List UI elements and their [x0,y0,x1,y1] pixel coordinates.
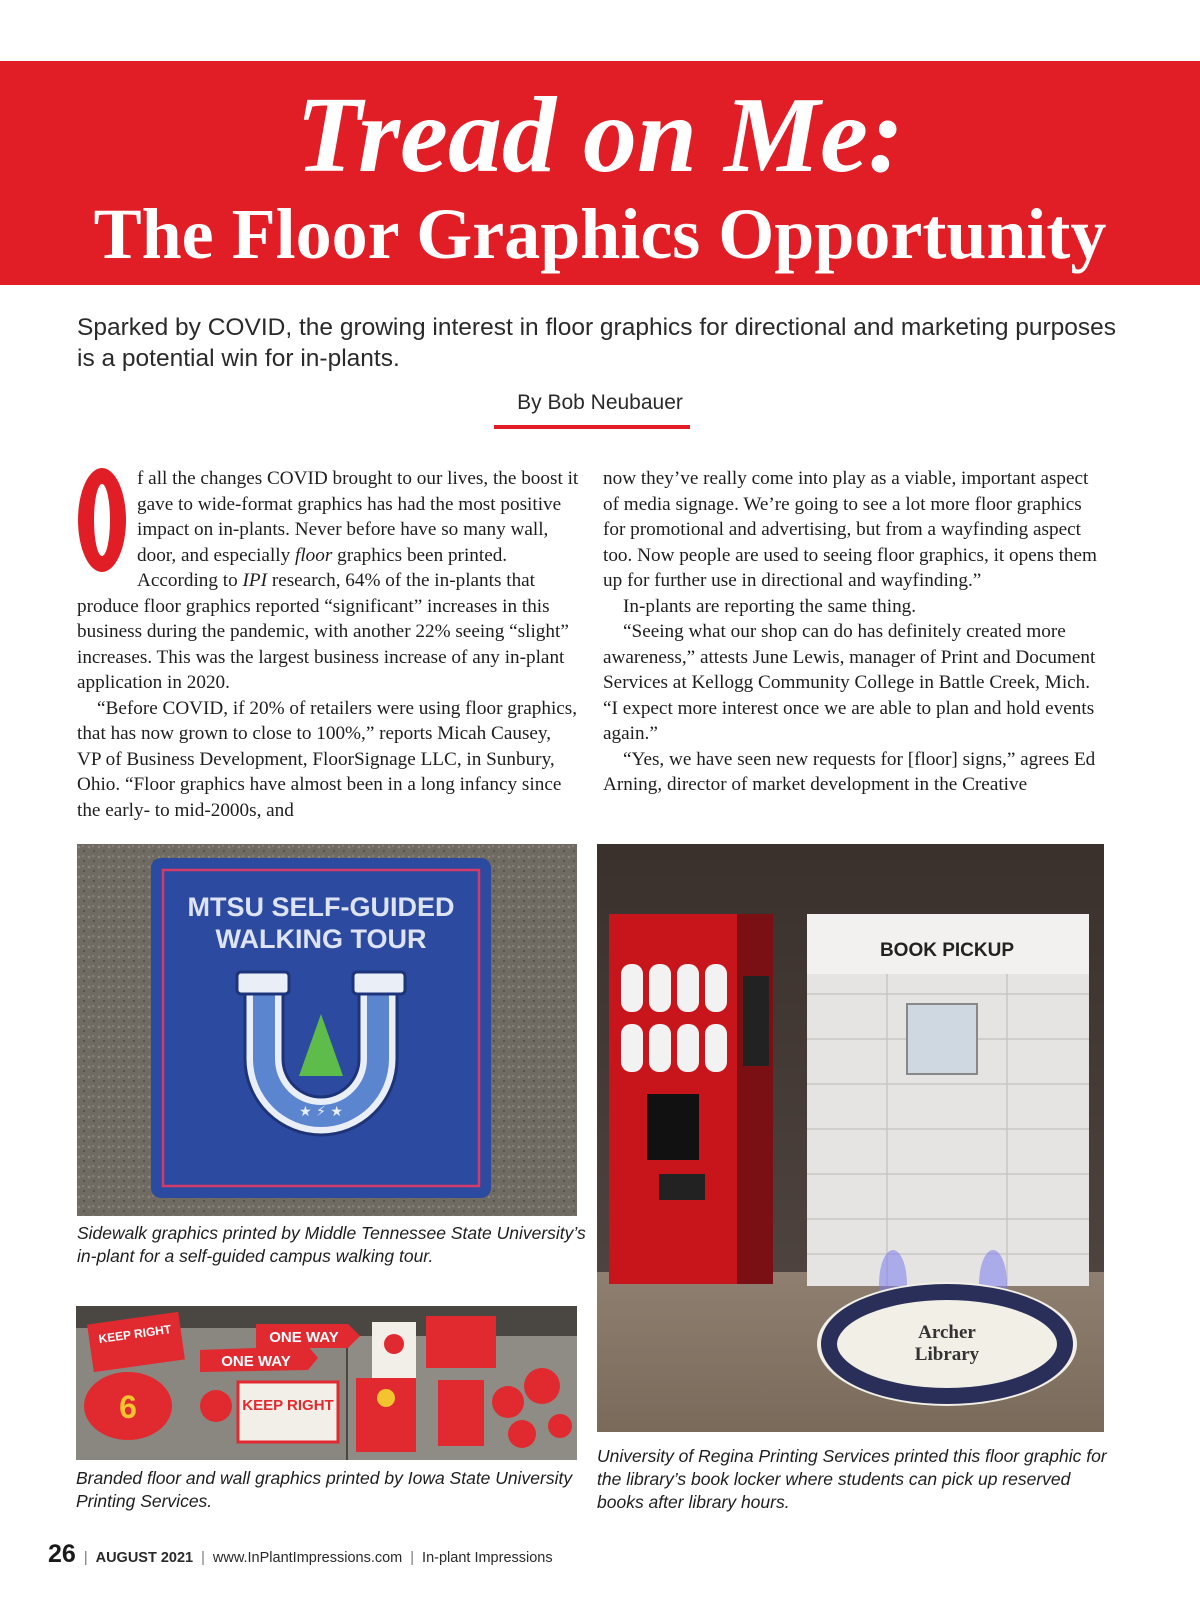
caption-mtsu: Sidewalk graphics printed by Middle Tennessee State University’s in-plant for a self-guided campus walking tour. [77,1223,586,1266]
paragraph-6: “Yes, we have seen new requests for [floor] signs,” agrees Ed Arning, director of market development in the Creative [603,748,1096,795]
paragraph-5: “Seeing what our shop can do has definitely created more awareness,” attests June Lewis, manager of Print and Document Services at Kellogg Community College in Battle Creek, Mich. “I expect more interest once we are able to plan and hold events again.” [603,621,1096,744]
paragraph-2: “Before COVID, if 20% of retailers were using floor graphics, that has now grown to close to 100%,” reports Micah Causey, VP of Business Development, FloorSignage LLC, in Sunbury, Ohio. “Floor graphics have almost been in a long infancy since the early- to mid-2000s, and [77,697,578,821]
photo-mtsu-sidewalk-graphic [77,844,577,1216]
article-deck: Sparked by COVID, the growing interest in floor graphics for directional and marketing purposes is a potential win for in-plants. [77,314,1117,372]
footer-website-link[interactable]: www.InPlantImpressions.com [212,1550,403,1566]
article-subtitle: The Floor Graphics Opportunity [93,194,1107,274]
article-column-left [77,466,579,823]
paragraph-4: In-plants are reporting the same thing. [623,595,917,617]
iowa-keep-right-2: KEEP RIGHT [242,1397,334,1414]
svg-text:★ ⚡ ★: ★ ⚡ ★ [299,1104,343,1120]
regina-library-line-2: Library [914,1344,980,1365]
article-title: Tread on Me: [296,76,904,195]
photo-iowa-state-graphics [76,1306,577,1460]
iowa-keep-right-1: KEEP RIGHT [97,1322,173,1347]
caption-regina: University of Regina Printing Services printed this floor graphic for the library’s book locker where students can pick up reserved books after library hours. [597,1446,1107,1512]
iowa-one-way-2: ONE WAY [221,1353,291,1370]
page-number: 26 [48,1540,76,1568]
paragraph-1: f all the changes COVID brought to our lives, the boost it gave to wide-format graphics has had the most positive impact on in-plants. Never before have so many wall, door, and especially floor graphics been printed. According to IPI research, 64% of the in-plants that produce floor graphics reported “significant” increases in this business during the pandemic, with another 22% seeing “slight” increases. This was the largest business increase of any in-plant application in 2020. [77,468,579,693]
byline-rule [494,425,690,429]
regina-book-pickup-sign: BOOK PICKUP [879,940,1015,961]
mtsu-sign-line-1: MTSU SELF-GUIDED [187,892,455,922]
paragraph-3: now they’ve really come into play as a viable, important aspect of media signage. We’re going to see a lot more floor graphics for promotional and advertising, but from a wayfinding aspect too. Now people are used to seeing floor graphics, it opens them up for further use in directional and wayfinding.” [603,468,1097,591]
regina-library-line-1: Archer [918,1322,976,1343]
caption-iowa: Branded floor and wall graphics printed by Iowa State University Printing Services. [76,1468,573,1511]
dropcap [77,466,127,574]
page-footer: 26 | AUGUST 2021 | www.InPlantImpressions.com | In-plant Impressions [48,1540,553,1568]
iowa-one-way-1: ONE WAY [269,1329,339,1346]
byline: By Bob Neubauer [517,391,683,414]
iowa-six: 6 [119,1389,137,1425]
footer-publication: In-plant Impressions [422,1550,553,1566]
title-banner [0,61,1200,285]
mtsu-sign-line-2: WALKING TOUR [215,924,427,954]
footer-issue: AUGUST 2021 [95,1550,194,1566]
photo-regina-book-pickup [597,844,1104,1432]
article-column-right [603,466,1105,798]
